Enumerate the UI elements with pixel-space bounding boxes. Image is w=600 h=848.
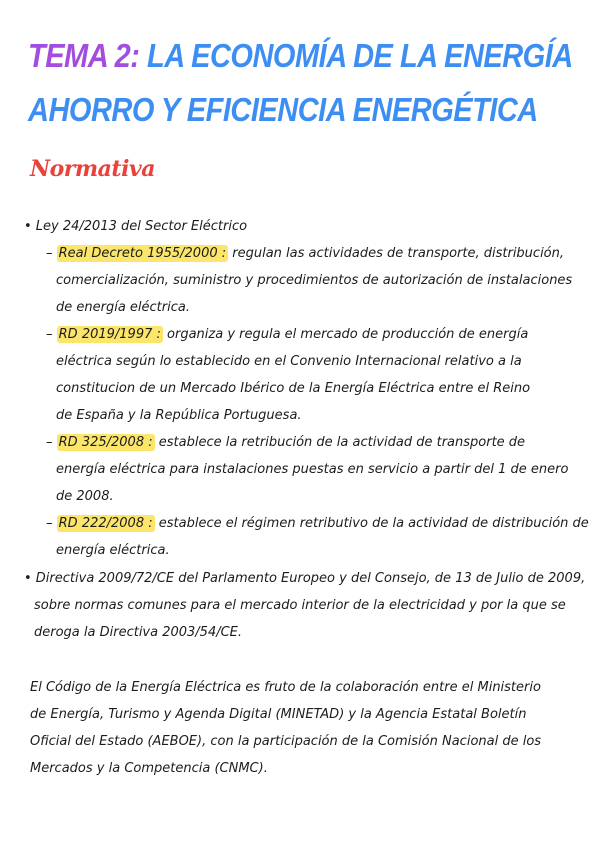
closing-paragraph: El Código de la Energía Eléctrica es fruto de la colaboración entre el Ministerio de Energía, Turismo y Agenda Digital (MINETAD) y la Agencia Estatal Boletín Oficial del Estado (AEBOE), con la participación de la Comisión Nacional de los Mercados y la Competencia (CNMC).	[30, 680, 542, 776]
decree-ref-highlight: Real Decreto 1955/2000 :	[58, 246, 227, 261]
decree-ref-highlight: RD 325/2008 :	[58, 435, 153, 450]
law-bullet: • Ley 24/2013 del Sector Eléctrico	[24, 219, 248, 234]
section-heading: Normativa	[30, 156, 155, 182]
directive-bullet: • Directiva 2009/72/CE del Parlamento Europeo y del Consejo, de 13 de Julio de 2009,	[24, 571, 586, 586]
page-title	[28, 38, 573, 76]
list-item: – RD 222/2008 : establece el régimen retributivo de la actividad de distribución de	[46, 516, 589, 531]
list-item-text: de energía eléctrica.	[56, 300, 190, 315]
list-item-text: energía eléctrica para instalaciones puestas en servicio a partir del 1 de enero	[56, 462, 569, 477]
list-item: – Real Decreto 1955/2000 : regulan las actividades de transporte, distribución,	[46, 246, 565, 261]
list-item-text: comercialización, suministro y procedimientos de autorización de instalaciones	[56, 273, 573, 288]
list-item-text: constitucion de un Mercado Ibérico de la Energía Eléctrica entre el Reino	[56, 381, 531, 396]
decree-ref-highlight: RD 222/2008 :	[58, 516, 153, 531]
directive-text: sobre normas comunes para el mercado interior de la electricidad y por la que se	[34, 598, 566, 613]
list-item-text: de España y la República Portuguesa.	[56, 408, 302, 423]
directive-text: deroga la Directiva 2003/54/CE.	[34, 625, 243, 640]
title-rest: LA ECONOMÍA DE LA ENERGÍA	[139, 38, 573, 75]
title-prefix: TEMA 2:	[28, 38, 140, 75]
list-item-text: energía eléctrica.	[56, 543, 170, 558]
list-item-text: de 2008.	[56, 489, 114, 504]
list-item: – RD 2019/1997 : organiza y regula el mercado de producción de energía	[46, 327, 529, 342]
list-item: – RD 325/2008 : establece la retribución de la actividad de transporte de	[46, 435, 526, 450]
list-item-text: eléctrica según lo establecido en el Convenio Internacional relativo a la	[56, 354, 522, 369]
page-subtitle: AHORRO Y EFICIENCIA ENERGÉTICA	[28, 92, 538, 129]
decree-ref-highlight: RD 2019/1997 :	[58, 327, 161, 342]
